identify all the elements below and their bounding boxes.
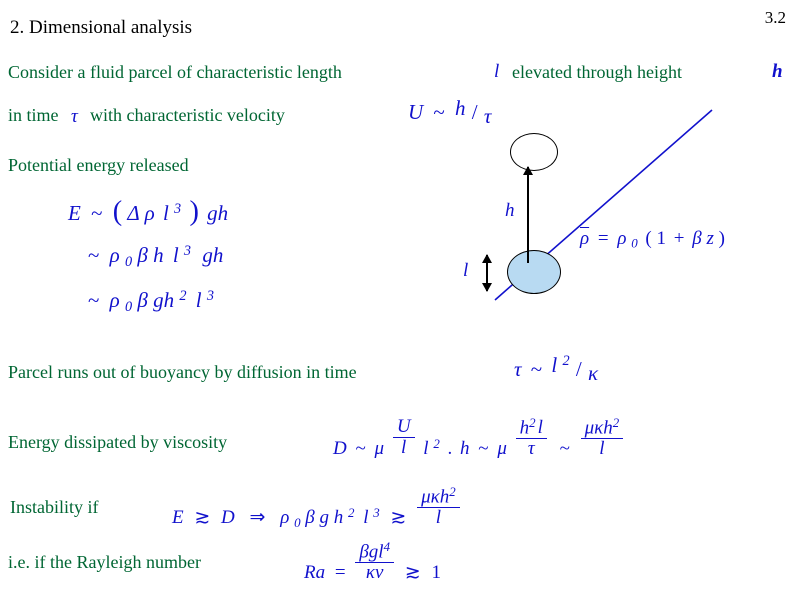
intro-symbol-tau: τ [71,106,78,127]
eq-e1-l-exponent: 3 [174,200,182,217]
eq-diss-f3-den: l [581,438,624,459]
eq-inst-g: g [319,507,329,529]
intro-text-part4: with characteristic velocity [90,105,285,125]
eq-inst-rho-subscript: 0 [294,514,301,530]
equation-instability [172,485,460,528]
eq-dt-tilde: ~ [530,357,543,382]
eq-e1-rho: ρ [144,201,155,225]
eq-inst-geq: ≳ [194,507,211,529]
eq-inst-rho: ρ [280,507,290,529]
eq-velocity-tilde: ~ [433,100,445,124]
eq-dp-plus: + [673,228,685,249]
eq-inst-frac-h: h [439,486,450,508]
eq-dp-rho-subscript: 0 [631,235,638,251]
eq-diss-f2-num [516,416,547,438]
eq-diss-f2-h-exponent: 2 [529,415,536,430]
eq-e2-rho-subscript: 0 [124,254,133,271]
eq-ra-Ra: Ra [304,562,326,584]
eq-inst-h-exponent: 2 [347,504,355,520]
equation-dissipation [333,416,625,459]
parcel-initial-position-icon [507,250,561,294]
eq-ra-nu: ν [375,562,384,584]
eq-diss-h: h [460,438,470,460]
eq-ra-frac-den [355,562,394,583]
eq-inst-frac-den: l [417,507,460,528]
eq-inst-geq-2: ≳ [390,507,407,529]
eq-e3-rho: ρ [109,288,120,313]
parcel-final-position-icon [510,133,558,171]
eq-e2-rho: ρ [109,243,120,268]
rayleigh-label: i.e. if the Rayleigh number [8,552,201,572]
instability-label: Instability if [10,497,99,517]
eq-diss-l: l [423,438,429,460]
length-arrow-icon [486,255,488,291]
eq-diss-f1-num: U [396,416,411,438]
eq-velocity-slash: / [471,100,478,124]
eq-e1-close-paren: ) [189,196,199,227]
eq-diss-fraction-2 [516,416,547,459]
eq-e1-tilde: ~ [91,201,103,225]
eq-ra-g: g [368,541,379,563]
eq-ra-frac-num [355,540,394,562]
eq-ra-geq: ≳ [404,562,421,584]
eq-dt-slash: / [575,357,582,382]
eq-dp-open-paren: ( [645,228,652,249]
eq-dp-rho: ρ [617,228,627,249]
equation-rayleigh [304,540,441,583]
figure-label-l: l [463,260,469,281]
eq-diss-tilde-3: ~ [559,438,570,460]
eq-inst-frac-h-exponent: 2 [449,484,456,499]
eq-dt-tau: τ [514,357,522,382]
eq-diss-dot: . [447,438,453,460]
intro-symbol-h: h [772,61,783,82]
eq-diss-mu-2: μ [497,438,507,460]
eq-e3-gh: gh [153,288,175,313]
eq-diss-f3-h-exponent: 2 [612,415,620,430]
eq-inst-l-exponent: 3 [373,504,380,520]
eq-diss-l-exponent: 2 [433,435,440,451]
eq-ra-l-exponent: 4 [383,539,391,554]
intro-text-part1: Consider a fluid parcel of characteristic length [8,62,342,82]
eq-diss-f3-kappa: κ [594,417,604,439]
eq-e3-beta: β [137,288,148,313]
eq-dt-kappa: κ [587,361,599,386]
eq-diss-D: D [333,438,347,460]
eq-diss-tilde: ~ [355,438,366,460]
eq-e1-delta: Δ [127,201,140,225]
eq-e3-l: l [195,288,202,313]
eq-inst-frac-kappa: κ [430,486,440,508]
potential-energy-label: Potential energy released [8,155,189,175]
equation-diffusion-time [514,353,599,386]
eq-diss-fraction-3 [581,416,624,459]
eq-dt-l: l [551,353,558,378]
eq-dp-rho-bar: $\overline{\rho}$ [580,228,590,249]
eq-diss-f2-h: h [519,417,530,439]
eq-dp-equals: = [597,228,609,249]
eq-e1-E: E [68,201,81,225]
page-title: 2. Dimensional analysis [10,17,193,38]
eq-diss-fraction-1 [393,417,415,458]
eq-inst-fraction [417,485,460,528]
eq-inst-implies: ⇒ [249,507,266,529]
eq-e2-h: h [153,243,164,268]
eq-e2-beta: β [137,243,148,268]
eq-e3-tilde: ~ [88,288,100,313]
eq-dp-z: z [706,228,714,249]
buoyancy-label: Parcel runs out of buoyancy by diffusion in time [8,362,357,382]
eq-diss-f3-h: h [603,417,613,439]
eq-ra-kappa: κ [365,562,376,584]
eq-diss-f2-den: τ [516,438,547,459]
eq-e1-open-paren: ( [112,196,123,227]
eq-inst-frac-num [417,485,460,507]
eq-inst-l: l [363,507,369,529]
eq-diss-tilde-2: ~ [478,438,489,460]
eq-velocity-den: τ [483,104,492,128]
eq-e2-l: l [172,243,179,268]
page-number: 3.2 [764,8,786,27]
eq-e1-l: l [162,201,169,225]
eq-diss-mu: μ [374,438,385,460]
eq-e2-gh: gh [202,243,224,268]
eq-ra-one: 1 [431,562,441,584]
height-arrow-icon [527,167,529,263]
dissipation-label: Energy dissipated by viscosity [8,432,228,452]
eq-dp-beta: β [692,228,702,249]
intro-symbol-l: l [494,61,500,82]
eq-diss-f3-num [581,416,624,438]
eq-dp-one: 1 [656,228,666,249]
eq-velocity-num: h [455,96,466,120]
equation-density-profile [580,228,725,252]
eq-ra-beta: β [359,541,369,563]
eq-e3-l-exponent: 3 [206,288,214,304]
eq-e2-tilde: ~ [88,243,100,268]
eq-inst-frac-mu: μ [421,486,431,508]
eq-velocity-U: U [408,100,424,124]
eq-diss-f1-den: l [393,437,415,458]
equation-energy-1 [68,196,228,228]
eq-ra-l: l [378,541,384,563]
eq-diss-f2-l: l [537,417,543,439]
eq-e3-rho-subscript: 0 [124,299,133,316]
equation-energy-3 [88,288,214,316]
parcel-diagram [455,105,745,320]
eq-inst-h: h [333,507,344,529]
eq-e2-l-exponent: 3 [183,243,192,259]
eq-e3-h-exponent: 2 [179,288,187,304]
eq-dt-l-exponent: 2 [562,353,570,369]
eq-inst-beta: β [305,507,315,529]
eq-inst-D: D [221,507,235,529]
eq-dp-close-paren: ) [718,228,725,249]
eq-e1-gh: gh [207,201,229,225]
intro-text-part2: elevated through height [512,62,682,82]
eq-diss-f3-mu: μ [584,417,595,439]
eq-ra-fraction [355,540,394,583]
equation-energy-2 [88,243,223,271]
intro-text-part3: in time [8,105,59,125]
eq-inst-E: E [172,507,184,529]
eq-ra-equals: = [334,562,346,584]
figure-label-h: h [505,200,515,221]
